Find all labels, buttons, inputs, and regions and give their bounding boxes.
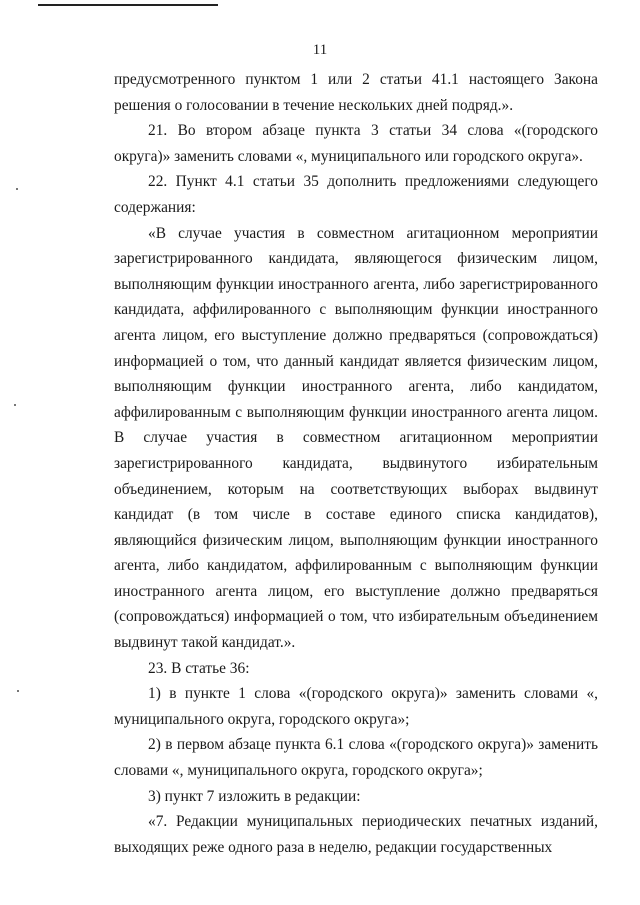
scan-speck bbox=[17, 690, 19, 692]
paragraph: 23. В статье 36: bbox=[148, 659, 250, 677]
paragraph: 22. Пункт 4.1 статьи 35 дополнить предложениями следующего содержания: bbox=[114, 173, 598, 216]
paragraph: 2) в первом абзаце пункта 6.1 слова «(городского округа)» заменить словами «, муниципального округа, городского округа»; bbox=[114, 736, 598, 780]
paragraph: «В случае участия в совместном агитационном мероприятии зарегистрированного кандидата, являющегося физическим лицом, выполняющим функции иностранного агента, либо зарегистрированного кандидата, аффилированного с выполняющим функции иностранного агента лицом, его выступление должно предваряться (сопровождаться) информацией о том, что данный кандидат является физическим лицом, выполняющим функции иностранного агента, либо кандидатом, аффилированным с выполняющим функции иностранного агента лицом. В случае участия в совместном агитационном мероприятии зарегистрированного кандидата, выдвинутого избирательным объединением, которым на соответствующих выборах выдвинут кандидат (в том числе в составе единого списка кандидатов), являющийся физическим лицом, выполняющим функции иностранного агента, либо кандидатом, аффилированным с выполняющим функции иностранного агента лицом, его выступление должно предваряться (сопровождаться) информацией о том, что избирательным объединением выдвинут такой кандидат.». bbox=[114, 224, 598, 652]
paragraph: 21. Во втором абзаце пункта 3 статьи 34 слова «(городского округа)» заменить словами «, муниципального или городского округа». bbox=[114, 122, 598, 165]
page-number: 11 bbox=[312, 42, 328, 58]
document-body bbox=[114, 67, 598, 860]
paragraph: 3) пункт 7 изложить в редакции: bbox=[148, 787, 361, 805]
top-border-line bbox=[38, 4, 218, 6]
paragraph: предусмотренного пунктом 1 или 2 статьи 41.1 настоящего Закона решения о голосовании в течение нескольких дней подряд.». bbox=[114, 71, 598, 114]
paragraph: «7. Редакции муниципальных периодических печатных изданий, выходящих реже одного раза в неделю, редакции государственных bbox=[114, 813, 598, 856]
scan-speck bbox=[14, 404, 16, 406]
paragraph: 1) в пункте 1 слова «(городского округа)» заменить словами «, муниципального округа, городского округа»; bbox=[114, 685, 598, 728]
scan-speck bbox=[16, 188, 18, 190]
